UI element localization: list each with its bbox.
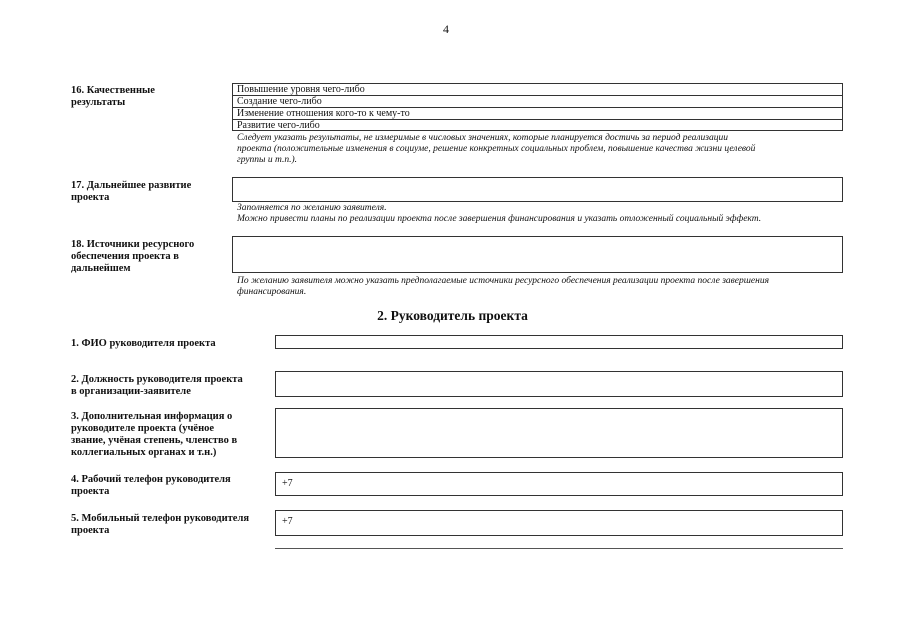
results-row[interactable]: Повышение уровня чего-либо xyxy=(232,83,843,95)
fio-label: 1. ФИО руководителя проекта xyxy=(71,338,216,349)
results-row[interactable]: Развитие чего-либо xyxy=(232,119,843,131)
development-label xyxy=(71,180,191,204)
position-input[interactable] xyxy=(275,371,843,397)
development-hint-line: Можно привести планы по реализации проекта после завершения финансирования и указать отложенный социальный эффект. xyxy=(237,214,762,224)
extra-info-label-line: звание, учёная степень, членство в xyxy=(71,435,238,446)
development-input[interactable] xyxy=(232,177,843,202)
results-hint-line: проекта (положительные изменения в социуме, решение конкретных социальных проблем, повышение качества жизни целевой xyxy=(237,144,756,154)
resources-label xyxy=(71,239,194,275)
section-title: 2. Руководитель проекта xyxy=(377,308,528,323)
fio-input[interactable] xyxy=(275,335,843,349)
results-hint-line: Следует указать результаты, не измеримые в числовых значениях, которые планируется достичь за период реализации xyxy=(237,133,728,143)
extra-info-label-line: руководителе проекта (учёное xyxy=(71,423,215,434)
bottom-divider xyxy=(275,548,843,549)
results-label-line: 16. Качественные xyxy=(71,85,155,96)
page-number: 4 xyxy=(443,22,449,36)
extra-info-label-line: коллегиальных органах и т.н.) xyxy=(71,447,217,458)
position-label xyxy=(71,374,243,398)
resources-label-line: 18. Источники ресурсного xyxy=(71,239,195,250)
resources-label-line: обеспечения проекта в xyxy=(71,251,179,262)
position-label-line: в организации-заявителе xyxy=(71,386,191,397)
results-table xyxy=(232,83,843,131)
results-hint xyxy=(237,133,847,166)
results-row[interactable]: Изменение отношения кого-то к чему-то xyxy=(232,107,843,119)
work-phone-label-line: проекта xyxy=(71,486,110,497)
resources-hint-line: финансирования. xyxy=(237,287,307,297)
resources-input[interactable] xyxy=(232,236,843,273)
resources-hint-line: По желанию заявителя можно указать предполагаемые источники ресурсного обеспечения реализации проекта после завершения xyxy=(237,276,770,286)
resources-label-line: дальнейшем xyxy=(71,263,131,274)
extra-info-input[interactable] xyxy=(275,408,843,458)
development-hint xyxy=(237,203,852,225)
development-label-line: проекта xyxy=(71,192,110,203)
extra-info-label xyxy=(71,411,237,459)
position-label-line: 2. Должность руководителя проекта xyxy=(71,374,243,385)
mobile-phone-label-line: проекта xyxy=(71,525,110,536)
results-label-line: результаты xyxy=(71,97,126,108)
development-hint-line: Заполняется по желанию заявителя. xyxy=(237,203,387,213)
results-hint-line: группы и т.п.). xyxy=(237,155,297,165)
resources-hint xyxy=(237,276,847,298)
mobile-phone-input[interactable] xyxy=(275,510,843,536)
extra-info-label-line: 3. Дополнительная информация о xyxy=(71,411,233,422)
results-row[interactable]: Создание чего-либо xyxy=(232,95,843,107)
mobile-phone-label-line: 5. Мобильный телефон руководителя xyxy=(71,513,250,524)
mobile-phone-prefix: +7 xyxy=(282,516,293,527)
development-label-line: 17. Дальнейшее развитие xyxy=(71,180,192,191)
work-phone-label-line: 4. Рабочий телефон руководителя xyxy=(71,474,231,485)
work-phone-input[interactable] xyxy=(275,472,843,496)
work-phone-label xyxy=(71,474,231,498)
work-phone-prefix: +7 xyxy=(282,478,293,489)
results-label xyxy=(71,85,155,109)
mobile-phone-label xyxy=(71,513,249,537)
